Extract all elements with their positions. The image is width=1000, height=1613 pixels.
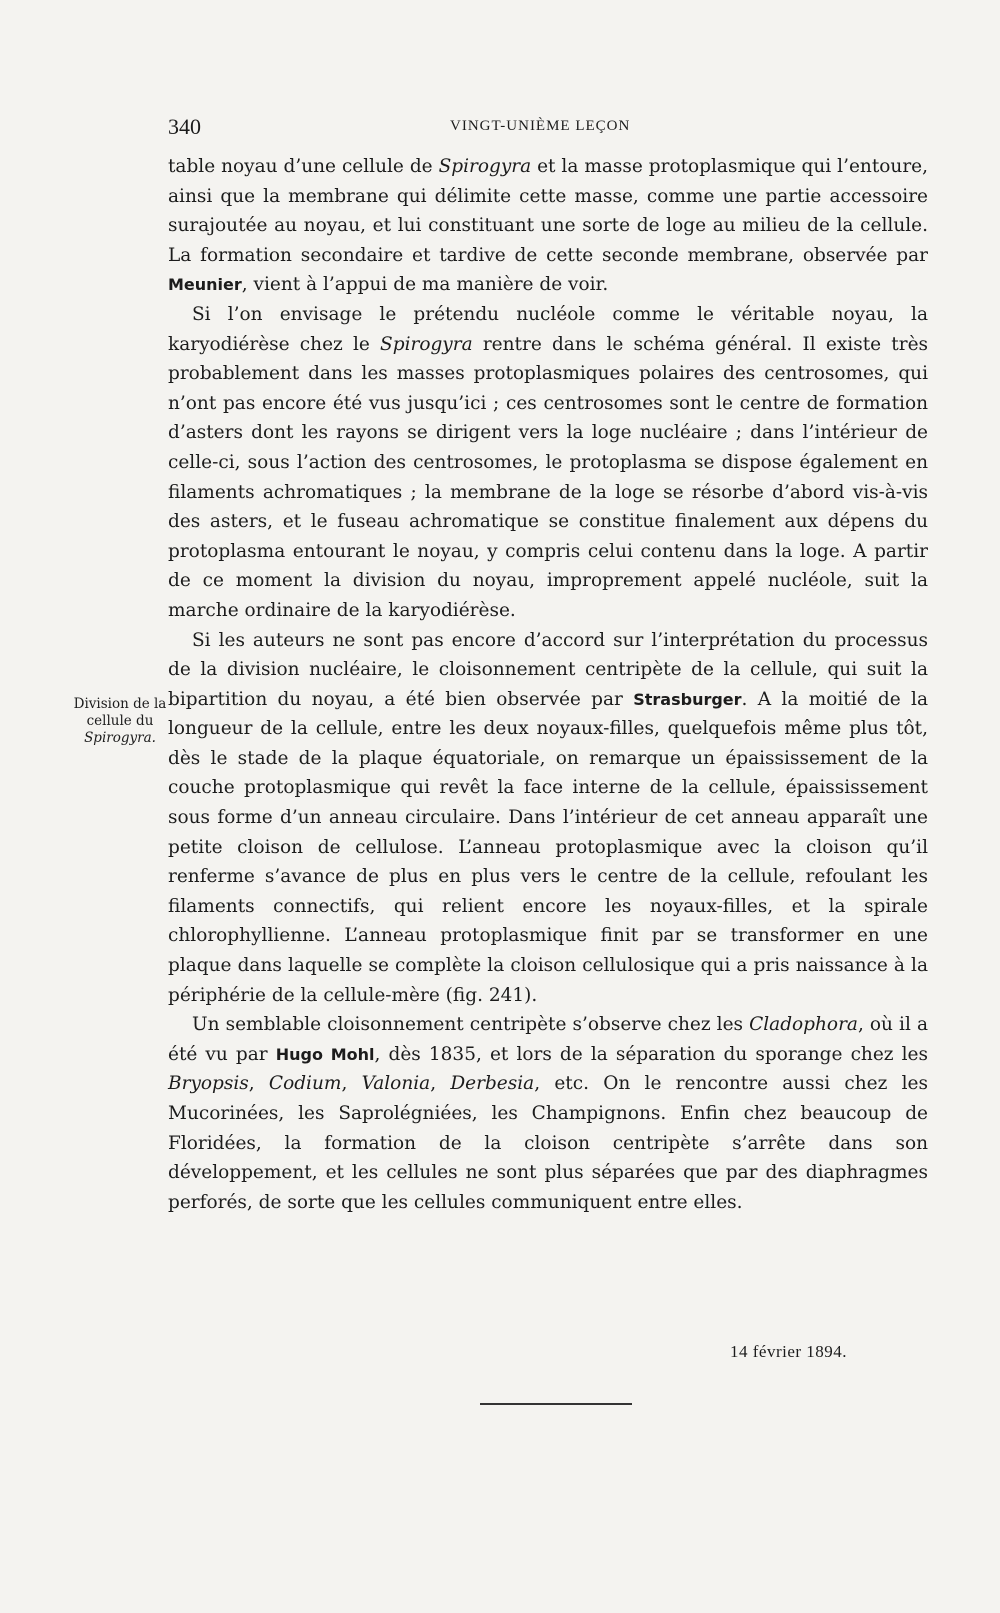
author-name: Meunier (168, 275, 242, 295)
margin-note-line: Division de la (73, 696, 167, 712)
text-run: , (430, 1073, 451, 1095)
paragraph (168, 1010, 928, 1217)
end-rule (480, 1403, 632, 1405)
italic-term: Cladophora (749, 1014, 858, 1036)
italic-term: Valonia (361, 1073, 431, 1095)
text-run: , (248, 1073, 269, 1095)
text-run: , où il a été vu par (168, 1014, 928, 1065)
margin-note-line: cellule du (86, 713, 154, 729)
body-text (168, 152, 928, 1217)
italic-term: Spirogyra (380, 333, 473, 355)
italic-term: Codium (268, 1073, 342, 1095)
italic-term: Derbesia (450, 1073, 535, 1095)
text-run: rentre dans le schéma général. Il existe très probablement dans les masses protoplasmiques polaires des centrosomes, qui n’ont pas encore été vus jusqu’ici ; ces centrosomes sont le centre de formation d’asters dont les rayons se dirigent vers la loge nucléaire ; dans l’intérieur de celle-ci, sous l’action des centrosomes, le protoplasma se dispose également en filaments achromatiques ; la membrane de la loge se résorbe d’abord vis-à-vis des asters, et le fuseau achromatique se constitue finalement aux dépens du protoplasma entourant le noyau, y compris celui contenu dans la loge. A partir de ce moment la division du noyau, improprement appelé nucléole, suit la marche ordinaire de la karyodiérèse. (168, 333, 929, 621)
margin-note-line: Spirogyra. (84, 730, 156, 746)
text-run: Si l’on envisage le prétendu nucléole comme le véritable noyau, la karyodiérèse chez le (168, 303, 928, 355)
text-run: , vient à l’appui de ma manière de voir. (241, 274, 609, 296)
text-run: . A la moitié de la longueur de la cellule, entre les deux noyaux-filles, quelquefois même plus tôt, dès le stade de la plaque équatoriale, on remarque un épaississement de la couche protoplasmique qui revêt la face interne de la cellule, épaississement sous forme d’un anneau circulaire. Dans l’intérieur de cet anneau apparaît une petite cloison de cellulose. L’anneau protoplasmique avec la cloison qu’il renferme s’avance de plus en plus vers le centre de la cellule, refoulant les filaments connectifs, qui relient encore les noyaux-filles, et la spirale chlorophyllienne. L’anneau protoplasmique finit par se transformer en une plaque dans laquelle se complète la cloison cellulosique qui a pris naissance à la périphérie de la cellule-mère (fig. 241). (168, 688, 928, 1006)
text-run: , etc. On le rencontre aussi chez les Mucorinées, les Saprolégniées, les Champignons. Enfin chez beaucoup de Floridées, la formation de la cloison centripète s’arrête dans son développement, et les cellules ne sont plus séparées que par des diaphragmes perforés, de sorte que les cellules communiquent entre elles. (168, 1073, 928, 1213)
page-number: 340 (168, 114, 201, 139)
margin-note (58, 696, 182, 747)
italic-term: Spirogyra (438, 156, 532, 177)
text-run: et la masse protoplasmique qui l’entoure, ainsi que la membrane qui délimite cette masse, comme une partie accessoire surajoutée au noyau, et lui constituant une sorte de loge au milieu de la cellule. La formation secondaire et tardive de cette seconde membrane, observée par (168, 156, 928, 266)
running-header (168, 114, 928, 144)
paragraph (168, 626, 928, 1011)
text-run: Un semblable cloisonnement centripète s’observe chez les (192, 1014, 750, 1036)
date-line: 14 février 1894. (730, 1342, 848, 1361)
paragraph (168, 300, 928, 626)
italic-term: Bryopsis (168, 1073, 249, 1095)
text-run: , dès 1835, et lors de la séparation du sporange chez les (374, 1043, 928, 1065)
paragraph (168, 152, 928, 300)
text-run: table noyau d’une cellule de (168, 156, 439, 177)
author-name: Hugo Mohl (275, 1044, 375, 1064)
author-name: Strasburger (633, 689, 742, 709)
text-run: Si les auteurs ne sont pas encore d’accord sur l’interprétation du processus de la division nucléaire, le cloisonnement centripète de la cellule, qui suit la bipartition du noyau, a été bien observée par (168, 629, 928, 710)
text-run: , (341, 1073, 362, 1095)
chapter-title: VINGT-UNIÈME LEÇON (450, 118, 631, 134)
